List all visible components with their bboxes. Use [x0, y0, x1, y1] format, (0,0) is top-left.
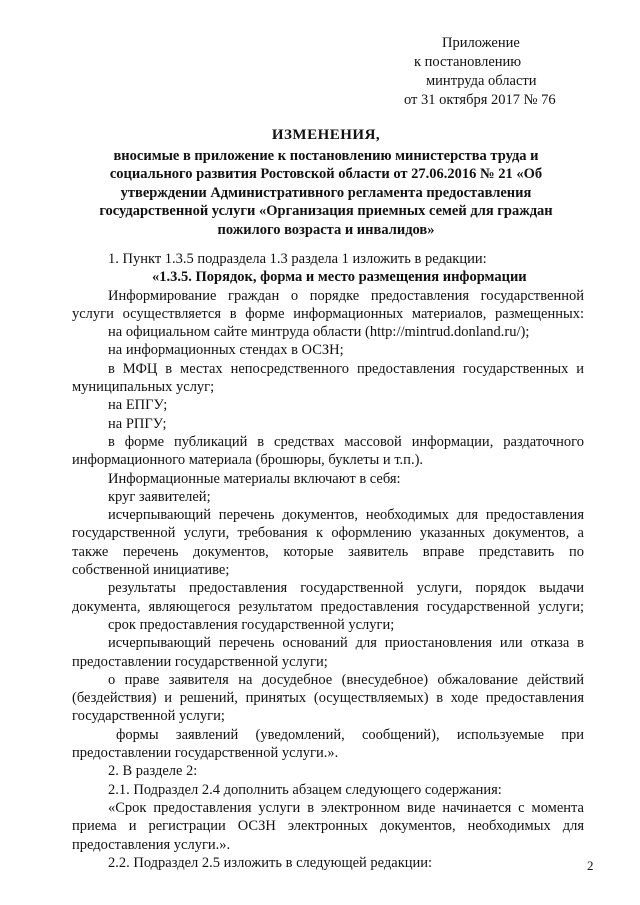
- paragraph-line: услуги осуществляется в форме информационных материалов, размещенных:: [72, 305, 584, 322]
- appendix-line: от 31 октября 2017 № 76: [404, 92, 556, 108]
- paragraph-line: срок предоставления государственной услуги;: [108, 616, 395, 633]
- title-line: социального развития Ростовской области от 27.06.2016 № 21 «Об: [109, 166, 543, 182]
- paragraph-line: круг заявителей;: [108, 488, 211, 505]
- title-line: вносимые в приложение к постановлению министерства труда и: [113, 147, 539, 164]
- title-line: государственной услуги «Организация приемных семей для граждан: [99, 203, 553, 219]
- paragraph-line: 2.1. Подраздел 2.4 дополнить абзацем следующего содержания:: [108, 781, 502, 798]
- paragraph-line: формы заявлений (уведомлений, сообщений), используемые при: [116, 726, 584, 743]
- paragraph-line: результаты предоставления государственной услуги, порядок выдачи: [108, 580, 584, 597]
- paragraph-line: 1. Пункт 1.3.5 подраздела 1.3 раздела 1 изложить в редакции:: [108, 251, 487, 267]
- appendix-line: минтруда области: [426, 73, 537, 89]
- paragraph-line: документа, являющегося результатом предоставления государственной услуги;: [72, 598, 584, 615]
- paragraph-line: на ЕПГУ;: [108, 397, 168, 414]
- paragraph-line: приема и регистрации ОСЗН электронных документов, необходимых для: [72, 818, 584, 835]
- paragraph-line: исчерпывающий перечень документов, необходимых для предоставления: [108, 507, 584, 524]
- paragraph-line: (бездействия) и решений, принятых (осуществляемых) в ходе предоставления: [72, 690, 584, 707]
- paragraph-line: собственной инициативе;: [72, 562, 230, 579]
- appendix-header: [404, 34, 604, 110]
- paragraph-line: предоставления услуги.».: [72, 836, 231, 853]
- appendix-line: к постановлению: [414, 54, 522, 70]
- paragraph-line: исчерпывающий перечень оснований для приостановления или отказа в: [108, 635, 584, 652]
- title-line: пожилого возраста и инвалидов»: [217, 221, 435, 238]
- paragraph-line: о праве заявителя на досудебное (внесудебное) обжалование действий: [108, 671, 584, 688]
- title-line: утверждении Административного регламента предоставления: [120, 184, 532, 201]
- paragraph-line: муниципальных услуг;: [72, 379, 215, 396]
- paragraph-line: 2. В разделе 2:: [108, 763, 198, 780]
- paragraph-line: предоставлении государственной услуги;: [72, 653, 328, 670]
- paragraph-line: Информирование граждан о порядке предоставления государственной: [108, 287, 584, 304]
- paragraph-line: «Срок предоставления услуги в электронном виде начинается с момента: [108, 799, 584, 816]
- document-title: [72, 126, 580, 239]
- paragraph-line: на официальном сайте минтруда области (http://mintrud.donland.ru/);: [108, 324, 530, 341]
- paragraph-line: на информационных стендах в ОСЗН;: [108, 342, 344, 359]
- title-heading: ИЗМЕНЕНИЯ,: [271, 127, 381, 143]
- paragraph-line: в форме публикаций в средствах массовой информации, раздаточного: [108, 433, 584, 450]
- paragraph-line: государственной услуги;: [72, 708, 225, 725]
- document-body: [72, 250, 584, 872]
- paragraph-line: также перечень документов, которые заявитель вправе представить по: [72, 543, 584, 560]
- page-number: 2: [587, 858, 594, 873]
- paragraph-line: информационного материала (брошюры, буклеты и т.п.).: [72, 452, 424, 469]
- appendix-line: Приложение: [442, 35, 520, 51]
- paragraph-line: на РПГУ;: [108, 415, 167, 432]
- paragraph-line: в МФЦ в местах непосредственного предоставления государственных и: [108, 360, 584, 377]
- paragraph-line: государственной услуги, требования к оформлению указанных документов, а: [72, 525, 584, 542]
- section-heading: «1.3.5. Порядок, форма и место размещения информации: [152, 269, 527, 286]
- paragraph-line: 2.2. Подраздел 2.5 изложить в следующей редакции:: [108, 854, 433, 871]
- paragraph-line: предоставлении государственной услуги.».: [72, 745, 339, 762]
- paragraph-line: Информационные материалы включают в себя:: [108, 470, 401, 487]
